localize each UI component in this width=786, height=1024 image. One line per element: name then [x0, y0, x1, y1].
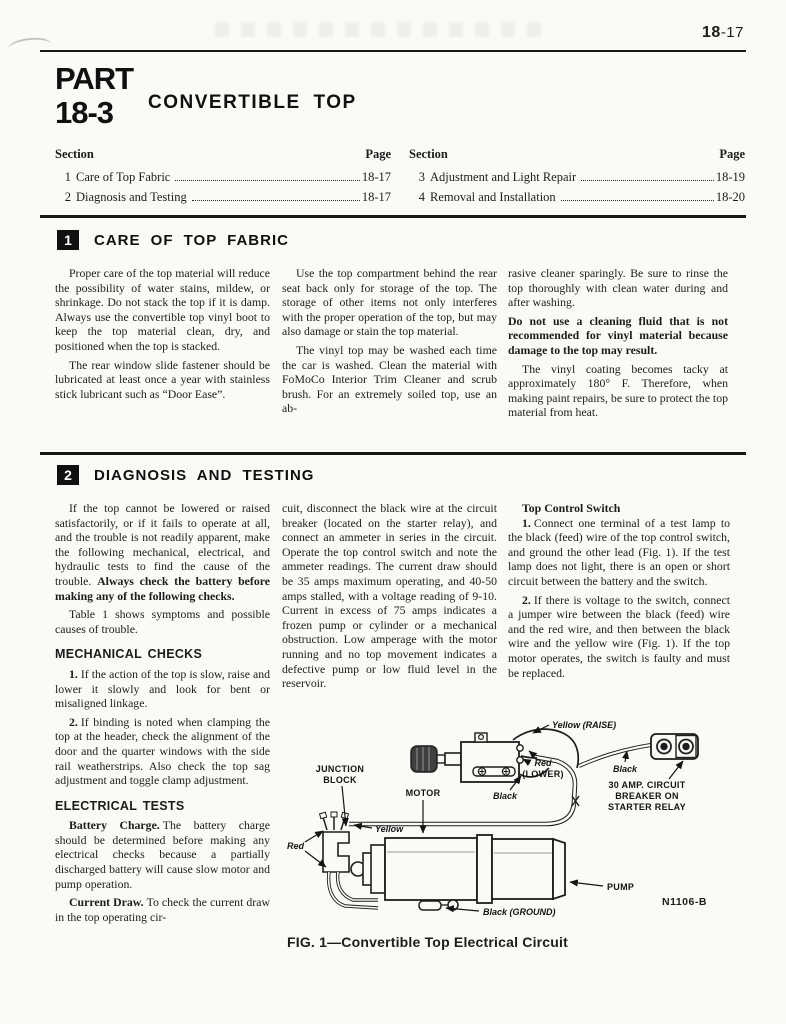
ground-strap: [419, 901, 441, 910]
page-number-part: 18: [702, 24, 721, 41]
label-breaker-line2: BREAKER ON: [615, 791, 679, 801]
section2-column2: [282, 501, 497, 691]
numbered-step: [508, 593, 730, 681]
section2-title: DIAGNOSIS AND TESTING: [94, 466, 315, 484]
page-number: [702, 24, 744, 42]
toc-entry-title: Adjustment and Light Repair: [430, 170, 577, 184]
numbered-step: [55, 667, 270, 711]
label-red: Red: [534, 758, 552, 768]
section2-number-badge: 2: [57, 465, 79, 485]
label-motor: MOTOR: [405, 788, 441, 798]
arrow-red-lower-2: [529, 751, 535, 756]
paragraph: The rear window slide fastener should be lubricated at least once a year with stainless stick lubricant such as “Door Ease”.: [55, 357, 270, 401]
subheading-electrical-tests: ELECTRICAL TESTS: [55, 798, 185, 813]
warning-text: Do not use a cleaning fluid that is not recommended for vinyl material because damage to the top may result.: [508, 313, 728, 357]
label-yellow-raise: Yellow (RAISE): [552, 720, 617, 730]
arrow-black-feed: [625, 751, 627, 762]
label-red-junction: Red: [287, 841, 305, 851]
step-number: 2.: [69, 714, 78, 729]
page-number-rest: -17: [720, 24, 744, 41]
step-text: If binding is noted when clamping the top at the header, check the alignment of the door and the quarter windows with the side rail weatherstrips. Also check the top sag adjustment and toggle clamp adjustment.: [55, 714, 270, 788]
section1-column1: [55, 266, 270, 401]
arrow-red-lower: [523, 759, 530, 763]
toc-entry-number: 3: [418, 170, 425, 184]
arrow-breaker: [669, 761, 683, 779]
toc-entry-page: 18-17: [361, 190, 391, 204]
toc-header: [55, 147, 391, 162]
toc-entry-title: Diagnosis and Testing: [76, 190, 187, 204]
numbered-step: [55, 715, 270, 788]
numbered-step: [508, 516, 730, 589]
paragraph: Use the top compartment behind the rear seat back only for storage of the top. The storage of other items not only interferes with the proper operation of the top, but may also damage or stain the top material.: [282, 266, 497, 339]
paragraph: Proper care of the top material will reduce the possibility of water stains, mildew, or shrinkage. Do not stack the top if it is damp. Always use the convertible top vinyl boot to keep the top material clean, dry, and positioned when the top is stacked.: [55, 266, 270, 353]
body-text: To check the current draw in the top operating cir-: [55, 895, 270, 924]
paragraph: Table 1 shows symptoms and possible causes of trouble.: [55, 607, 270, 636]
toc-entry-number: 1: [64, 170, 71, 184]
toc-entry-number: 4: [418, 190, 425, 204]
toc-entry: [409, 190, 745, 205]
toc-entry: [55, 190, 391, 205]
arrow-red-top: [305, 831, 323, 842]
page-title: CONVERTIBLE TOP: [148, 92, 357, 113]
paragraph: cuit, disconnect the black wire at the circuit breaker (located on the starter relay), and connect an ammeter in series in the circuit. Operate the top control switch and note the ammeter readings. The current draw should be 35 amps maximum operating, and 40-50 amps stalled, with a voltage reading of 9-10. Current in excess of 75 amps indicates a frozen pump or cylinder or a mechanical obstruction. Low amperage with the motor running and no top movement indicates a defective pump or low fluid level in the reservoir.: [282, 501, 497, 691]
paragraph: [55, 895, 270, 924]
toc-entry-page: 18-20: [715, 190, 745, 204]
step-text: If the action of the top is slow, raise and lower it slowly and look for bent or misaligned linkage.: [55, 666, 270, 711]
switch-knob: [411, 746, 437, 772]
label-junction-line1: JUNCTION: [315, 764, 365, 774]
label-black-ground: Black (GROUND): [483, 907, 556, 917]
toc-header-page: Page: [719, 147, 745, 161]
step-number: 2.: [522, 592, 531, 607]
warning-text: Always check the battery before making any of the following checks.: [55, 573, 270, 603]
toc-header: [409, 147, 745, 162]
pencil-mark: [7, 36, 53, 59]
toc-entry-page: 18-17: [361, 170, 391, 184]
top-control-switch-graphic: [411, 733, 523, 782]
label-junction-line2: BLOCK: [323, 775, 357, 785]
label-pump: PUMP: [607, 882, 635, 892]
label-black-feed: Black: [612, 764, 638, 774]
step-text: If there is voltage to the switch, connect a jumper wire between the black (feed) wire and the red wire, and then between the black wire and the yellow wire (Fig. 1). If the top motor operates, the switch is faulty and must be replaced.: [508, 592, 730, 680]
toc-dot-leader: [581, 180, 714, 181]
motor-pump-graphic: [351, 835, 565, 910]
section1-heading: [57, 230, 289, 250]
toc-dot-leader: [175, 180, 359, 181]
toc-left-column: [55, 147, 391, 210]
part-label: [55, 62, 133, 130]
circuit-breaker-graphic: [651, 734, 698, 759]
bleed-through-smudge: [215, 22, 545, 37]
body-text: The battery charge should be determined before making any electrical checks because a partially discharged battery will cause slow motor and pump operation.: [55, 818, 270, 891]
step-number: 1.: [69, 666, 78, 681]
toc-header-section: Section: [55, 147, 94, 161]
toc-dot-leader: [192, 200, 360, 201]
paragraph: [55, 501, 270, 603]
section1-title: CARE OF TOP FABRIC: [94, 231, 289, 249]
toc-dot-leader: [561, 200, 714, 201]
paragraph: rasive cleaner sparingly. Be sure to rinse the top thoroughly with clean water during and after washing.: [508, 266, 728, 310]
table-of-contents: [55, 147, 745, 210]
toc-header-section: Section: [409, 147, 448, 161]
paragraph-bold: [508, 314, 728, 358]
figure-caption: FIG. 1—Convertible Top Electrical Circuit: [287, 934, 568, 950]
label-yellow-junction: Yellow: [375, 824, 404, 834]
toc-entry-page: 18-19: [715, 170, 745, 184]
section-divider-rule: [40, 215, 746, 218]
toc-entry-title: Care of Top Fabric: [76, 170, 171, 184]
arrow-pump: [570, 882, 603, 886]
subheading-mechanical-checks: MECHANICAL CHECKS: [55, 647, 203, 662]
label-black-switch: Black: [492, 791, 518, 801]
label-breaker-line3: STARTER RELAY: [608, 802, 686, 812]
paragraph: [55, 818, 270, 891]
label-breaker-line1: 30 AMP. CIRCUIT: [608, 780, 686, 790]
step-text: Connect one terminal of a test lamp to the black (feed) wire of the top control switch, and ground the other lead (Fig. 1). If the test lamp does not light, there is an open or short circuit between the battery and the switch.: [508, 515, 730, 588]
paragraph: The vinyl top may be washed each time the car is washed. Clean the material with FoMoCo Interior Trim Cleaner and scrub brush. For an extremely soiled top, use an ab-: [282, 342, 497, 416]
part-number: 18-3: [55, 95, 114, 130]
part-word: PART: [55, 61, 134, 96]
toc-entry-number: 2: [64, 190, 71, 204]
body-text: If the top cannot be lowered or raised satisfactorily, or if it fails to operate at all, and the trouble is not readily apparent, make the following mechanical, electrical, and hydraulic tests to find the cause of the trouble.: [55, 501, 270, 588]
toc-header-page: Page: [365, 147, 391, 161]
subheading-top-control-switch: Top Control Switch: [522, 501, 621, 515]
figure-code: N1106-B: [662, 896, 707, 908]
paragraph: The vinyl coating becomes tacky at approximately 180° F. Therefore, when making paint repairs, be sure to protect the top material from heat.: [508, 361, 728, 420]
section1-number-badge: 1: [57, 230, 79, 250]
header-rule: [40, 50, 746, 52]
lead-in-bold: Current Draw.: [69, 895, 144, 910]
section1-column2: [282, 266, 497, 416]
section2-column3: [508, 501, 730, 680]
section2-column1: [55, 501, 270, 924]
section-divider-rule: [40, 452, 746, 455]
label-lower: (LOWER): [522, 769, 564, 779]
section2-heading: [57, 465, 314, 485]
lead-in-bold: Battery Charge.: [69, 818, 160, 833]
toc-entry: [409, 170, 745, 185]
black-feed-wire: [579, 745, 651, 766]
step-number: 1.: [522, 515, 531, 530]
toc-right-column: [409, 147, 745, 210]
toc-entry: [55, 170, 391, 185]
section1-column3: [508, 266, 728, 420]
toc-entry-title: Removal and Installation: [430, 190, 556, 204]
